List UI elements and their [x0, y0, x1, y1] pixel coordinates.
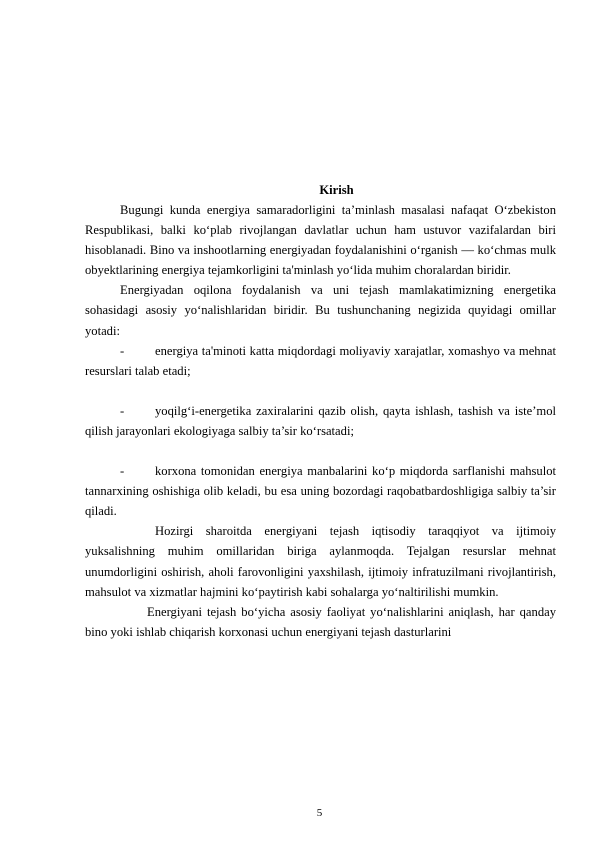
bullet-text: energiya ta'minoti katta miqdordagi moliyaviy xarajatlar, xomashyo va mehnat resurslari talab etadi;	[85, 343, 556, 378]
paragraph-main-directions: Energiyani tejash bo‘yicha asosiy faoliyat yo‘nalishlarini aniqlash, har qanday bino yoki ishlab chiqarish korxonasi uchun energiyani tejash dasturlarini	[85, 604, 556, 639]
paragraph-current-conditions: Hozirgi sharoitda energiyani tejash iqtisodiy taraqqiyot va ijtimoiy yuksalishning muhim omillaridan biriga aylanmoqda. Tejalgan resurslar mehnat unumdorligini oshirish, aholi farovonligini yaxshilash, ijtimoiy infratuzilmani rivojlantirish, mahsulot va xizmatlar hajmini ko‘paytirish kabi sohalarga yo‘naltirilishi mumkin.	[85, 524, 556, 599]
spacer	[85, 441, 556, 461]
page-title: Kirish	[319, 183, 354, 197]
bullet-text: yoqilg‘i-energetika zaxiralarini qazib olish, qayta ishlash, tashish va iste’mol qilish jarayonlari ekologiyaga salbiy ta’sir ko‘rsatadi;	[85, 403, 556, 438]
paragraph-intro: Bugungi kunda energiya samaradorligini ta’minlash masalasi nafaqat O‘zbekiston Respublikasi, balki ko‘plab rivojlangan davlatlar uchun ham ustuvor vazifalardan biri hisoblanadi. Bino va inshootlarning energiyadan foydalanishini o‘rganish — ko‘chmas mulk obyektlarining energiya tejamkorligini ta'minlash yo‘lida muhim choralardan biridir.	[85, 203, 556, 278]
spacer	[85, 381, 556, 401]
paragraph-energy-saving: Energiyadan oqilona foydalanish va uni tejash mamlakatimizning energetika sohasidagi asosiy yo‘nalishlaridan biridir. Bu tushunchaning negizida quyidagi omillar yotadi:	[85, 283, 556, 338]
bullet-item	[85, 401, 556, 441]
page-number: 5	[316, 807, 323, 819]
bullet-marker: -	[120, 464, 125, 479]
bullet-marker: -	[120, 343, 125, 358]
bullet-text: korxona tomonidan energiya manbalarini ko‘p miqdorda sarflanishi mahsulot tannarxining oshishiga olib keladi, bu esa uning bozordagi raqobatbardoshligiga salbiy ta’sir qiladi.	[85, 464, 556, 519]
bullet-marker: -	[120, 403, 125, 418]
bullet-item	[85, 341, 556, 381]
page-content	[85, 180, 556, 642]
bullet-item	[85, 461, 556, 521]
